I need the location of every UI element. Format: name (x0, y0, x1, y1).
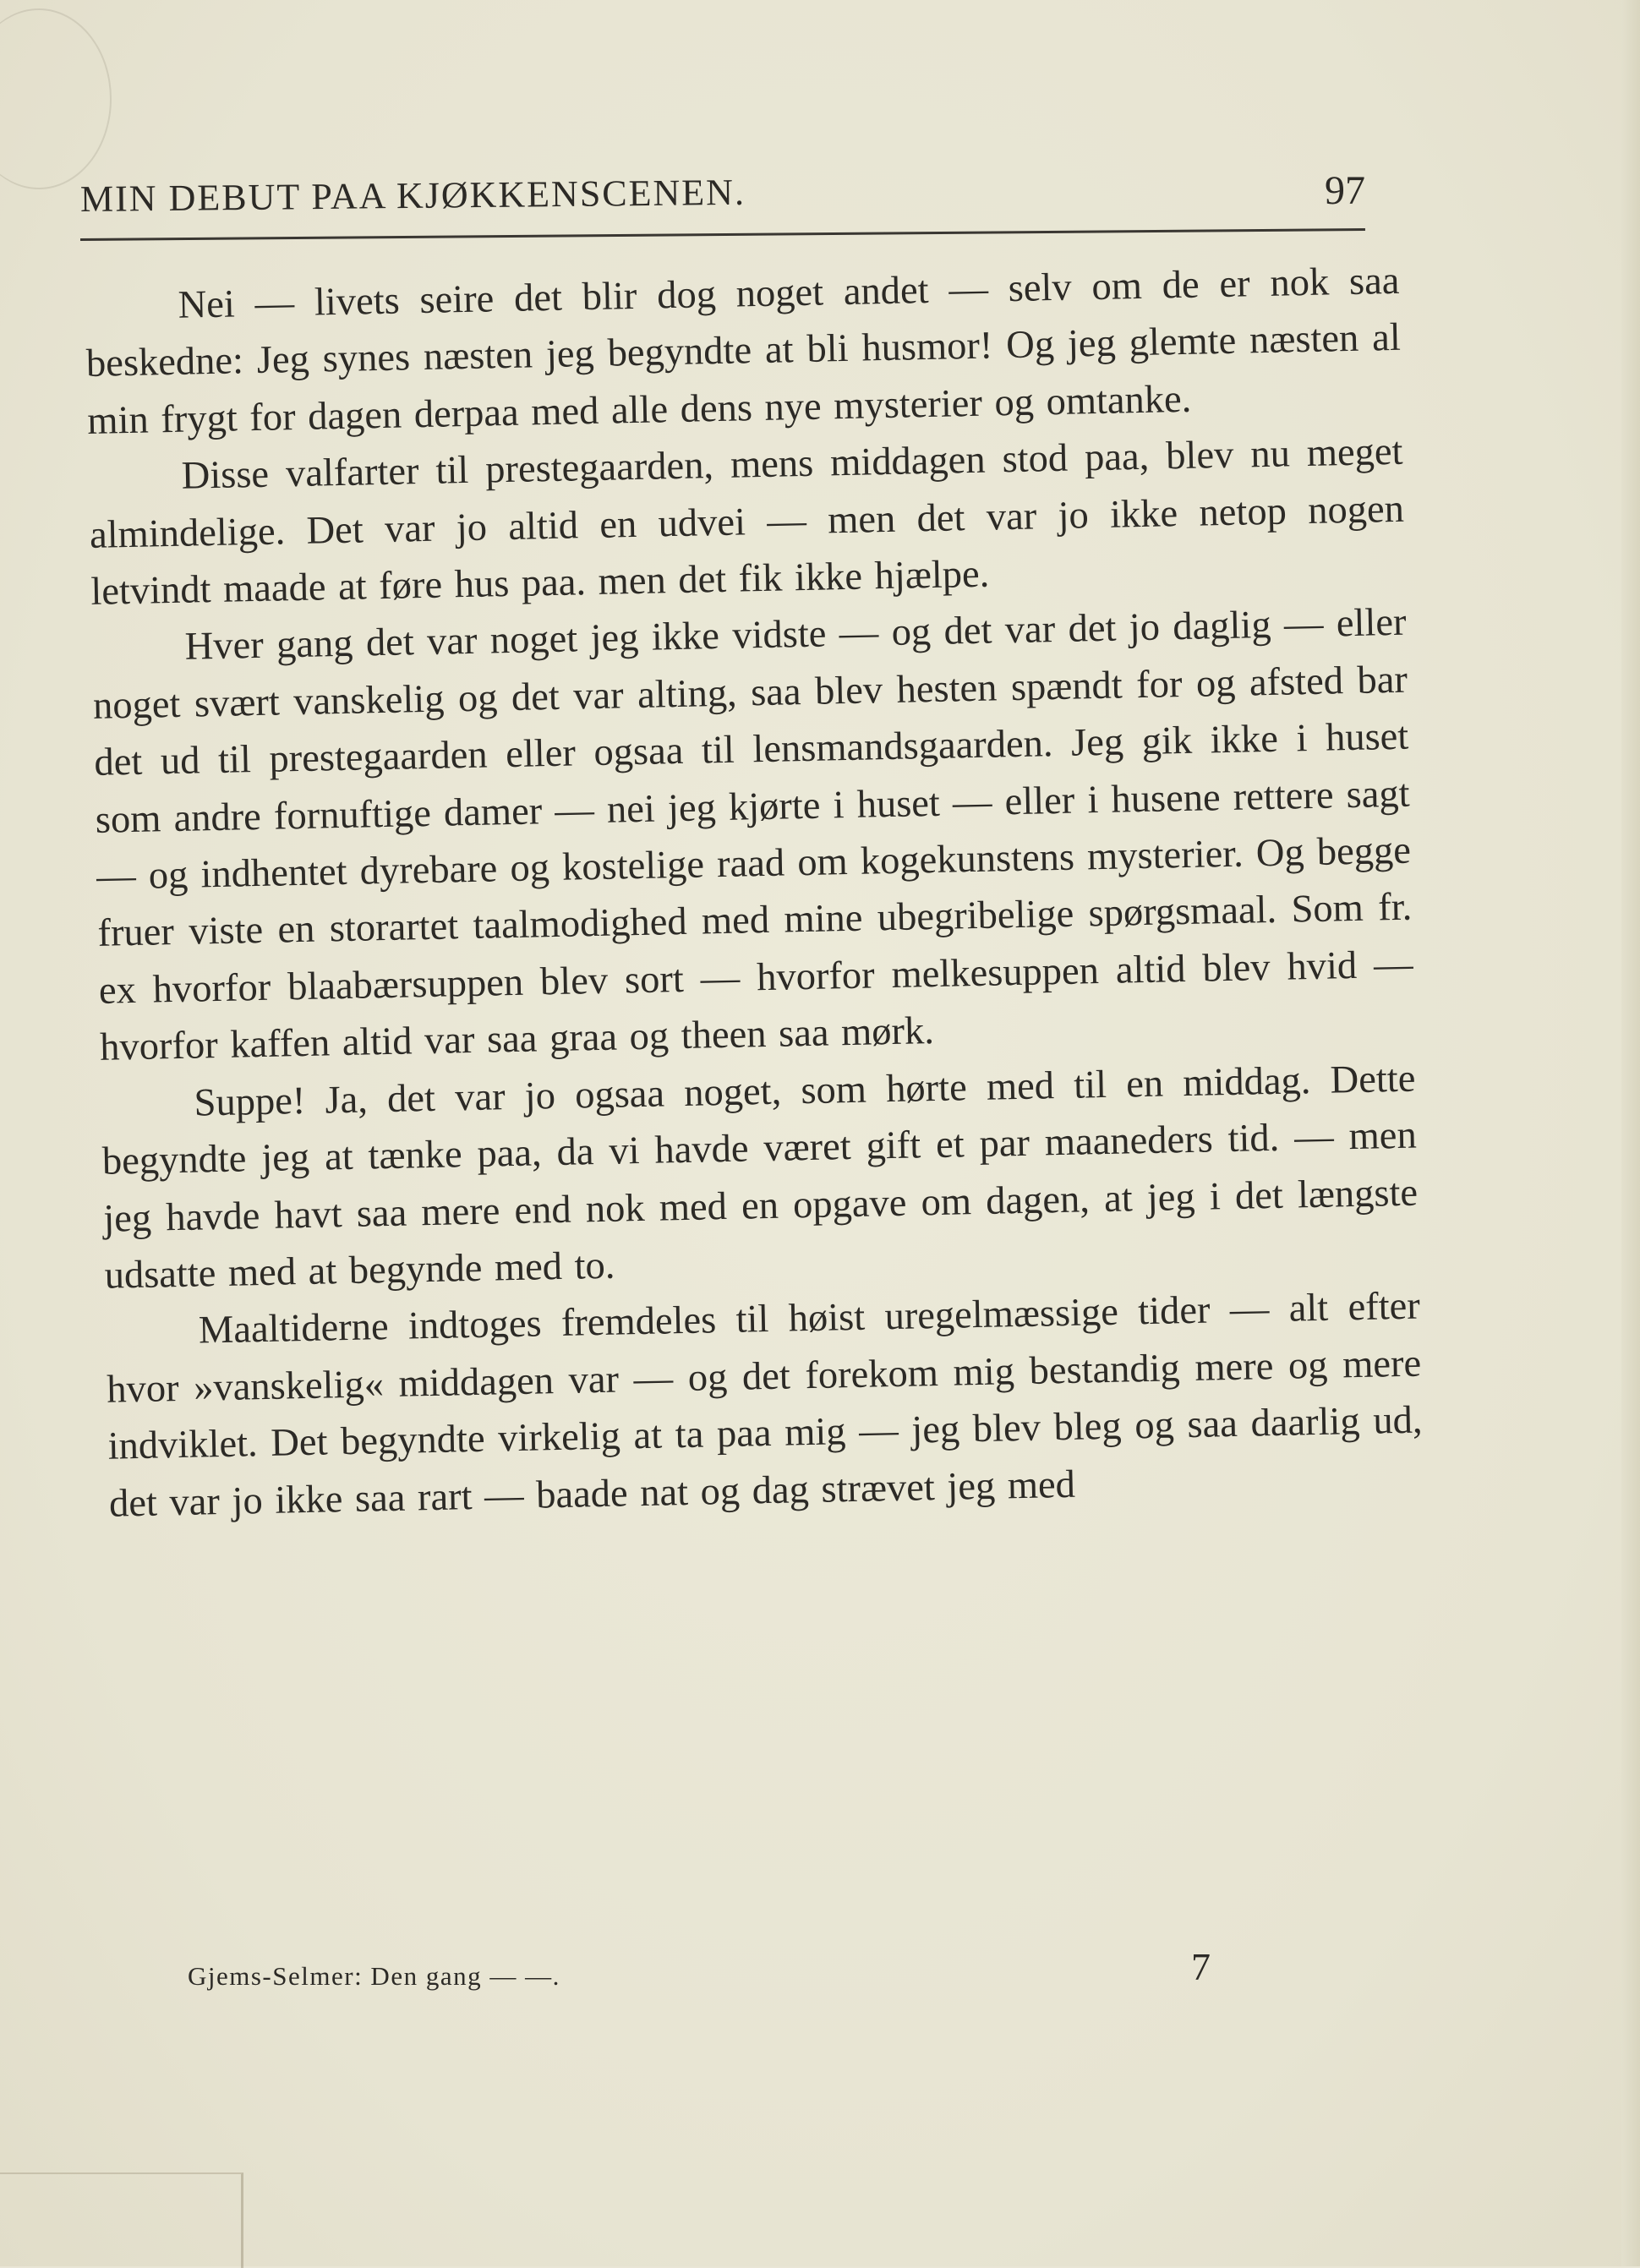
page-corner-mark (0, 2172, 243, 2268)
page-header (80, 167, 1365, 227)
sheet-number: 7 (1191, 1945, 1211, 1988)
paragraph-5: Maaltiderne indtoges fremdeles til høist uregelmæssige tider — alt efter hvor »vanskelig« middagen var — og det forekom mig bestandig mere og mere indviklet. Det begyndte virkelig at ta paa mig — jeg blev bleg og saa daarlig ud, det var jo ikke saa rart — baade nat og dag strævet jeg med (106, 1284, 1423, 1526)
signature-line: Gjems-Selmer: Den gang — —. (188, 1961, 560, 1991)
running-title: MIN DEBUT PAA KJØKKENSCENEN. (79, 171, 746, 220)
library-stamp-mark (0, 8, 112, 189)
paragraph-3: Hver gang det var noget jeg ikke vidste — og det var det jo daglig — eller noget svært vanskelig og det var alting, saa blev hesten spændt for og afsted bar det ud til prestegaarden eller ogsaa til lensmandsgaarden. Jeg gik ikke i huset som andre fornuftige damer — nei jeg kjørte i huset — eller i husene rettere sagt — og indhentet dyrebare og kostelige raad om kogekunstens mysterier. Og begge fruer viste en storartet taalmodighed med mine ubegribelige spørgsmaal. Som fr. ex hvorfor blaabærsuppen blev sort — hvorfor melkesuppen altid blev hvid — hvorfor kaffen altid var saa graa og theen saa mørk. (92, 601, 1414, 1070)
page-number: 97 (1325, 168, 1365, 213)
header-rule (80, 228, 1365, 241)
paragraph-4: Suppe! Ja, det var jo ogsaa noget, som hørte med til en middag. Dette begyndte jeg at tænke paa, da vi havde været gift et par maaneders tid. — men jeg havde havt saa mere end nok med en opgave om dagen, at jeg i det længste udsatte med at begynde med to. (101, 1057, 1419, 1298)
page-edge (1621, 0, 1640, 2266)
paragraph-1: Nei — livets seire det blir dog noget andet — selv om de er nok saa beskedne: Jeg synes næsten jeg begyndte at bli husmor! Og jeg glemte næsten al min frygt for dagen derpaa med alle dens nye mysterier og omtanke. (85, 259, 1402, 443)
body-text (85, 253, 1432, 1927)
paragraph-2: Disse valfarter til prestegaarden, mens middagen stod paa, blev nu meget almindelige. Det var jo altid en udvei — men det var jo ikke netop nogen letvindt maade at føre hus paa. men det fik ikke hjælpe. (89, 429, 1405, 614)
page-footer (188, 1944, 1211, 1995)
